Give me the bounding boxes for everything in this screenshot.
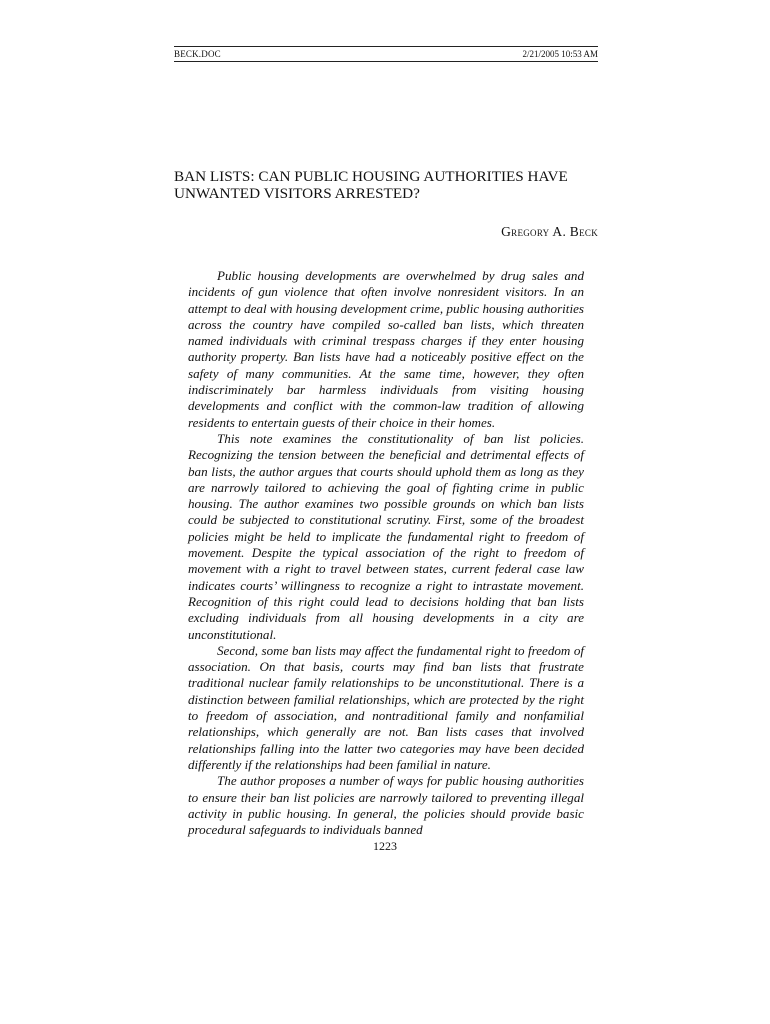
article-title: BAN LISTS: CAN PUBLIC HOUSING AUTHORITIES HAVE UNWANTED VISITORS ARRESTED?	[174, 168, 568, 202]
running-header	[174, 46, 598, 62]
abstract-paragraph: The author proposes a number of ways for public housing authorities to ensure their ban list policies are narrowly tailored to preventing illegal activity in public housing. In general, the policies should provide basic procedural safeguards to individuals banned	[188, 773, 584, 838]
abstract-paragraph: Second, some ban lists may affect the fundamental right to freedom of association. On that basis, courts may find ban lists that frustrate traditional nuclear family relationships to be unconstitutional. There is a distinction between familial relationships, which are protected by the right to freedom of association, and nontraditional family and nonfamilial relationships, which generally are not. Ban lists cases that involved relationships falling into the latter two categories may have been decided differently if the relationships had been familial in nature.	[188, 642, 584, 772]
page-number: 1223	[373, 839, 397, 853]
abstract-paragraph: This note examines the constitutionality of ban list policies. Recognizing the tension between the beneficial and detrimental effects of ban lists, the author argues that courts should uphold them as long as they are narrowly tailored to achieving the goal of fighting crime in public housing. The author examines two possible grounds on which ban lists could be subjected to constitutional scrutiny. First, some of the broadest policies might be held to implicate the fundamental right to freedom of movement. Despite the typical association of the right to freedom of movement with a right to travel between states, current federal case law indicates courts’ willingness to recognize a right to intrastate movement. Recognition of this right could lead to decisions holding that ban lists excluding individuals from all housing developments in a city are unconstitutional.	[188, 430, 584, 642]
author-name: Gregory A. Beck	[501, 224, 598, 239]
abstract-paragraph: Public housing developments are overwhelmed by drug sales and incidents of gun violence that often involve nonresident visitors. In an attempt to deal with housing development crime, public housing authorities across the country have compiled so-called ban lists, which threaten named individuals with criminal trespass charges if they enter housing authority property. Ban lists have had a noticeably positive effect on the safety of many communities. At the same time, however, they often indiscriminately bar harmless individuals from visiting housing developments and conflict with the common-law tradition of allowing residents to entertain guests of their choice in their homes.	[188, 268, 584, 430]
header-filename: BECK.DOC	[174, 49, 221, 59]
header-timestamp: 2/21/2005 10:53 AM	[522, 49, 598, 59]
abstract	[188, 268, 584, 838]
